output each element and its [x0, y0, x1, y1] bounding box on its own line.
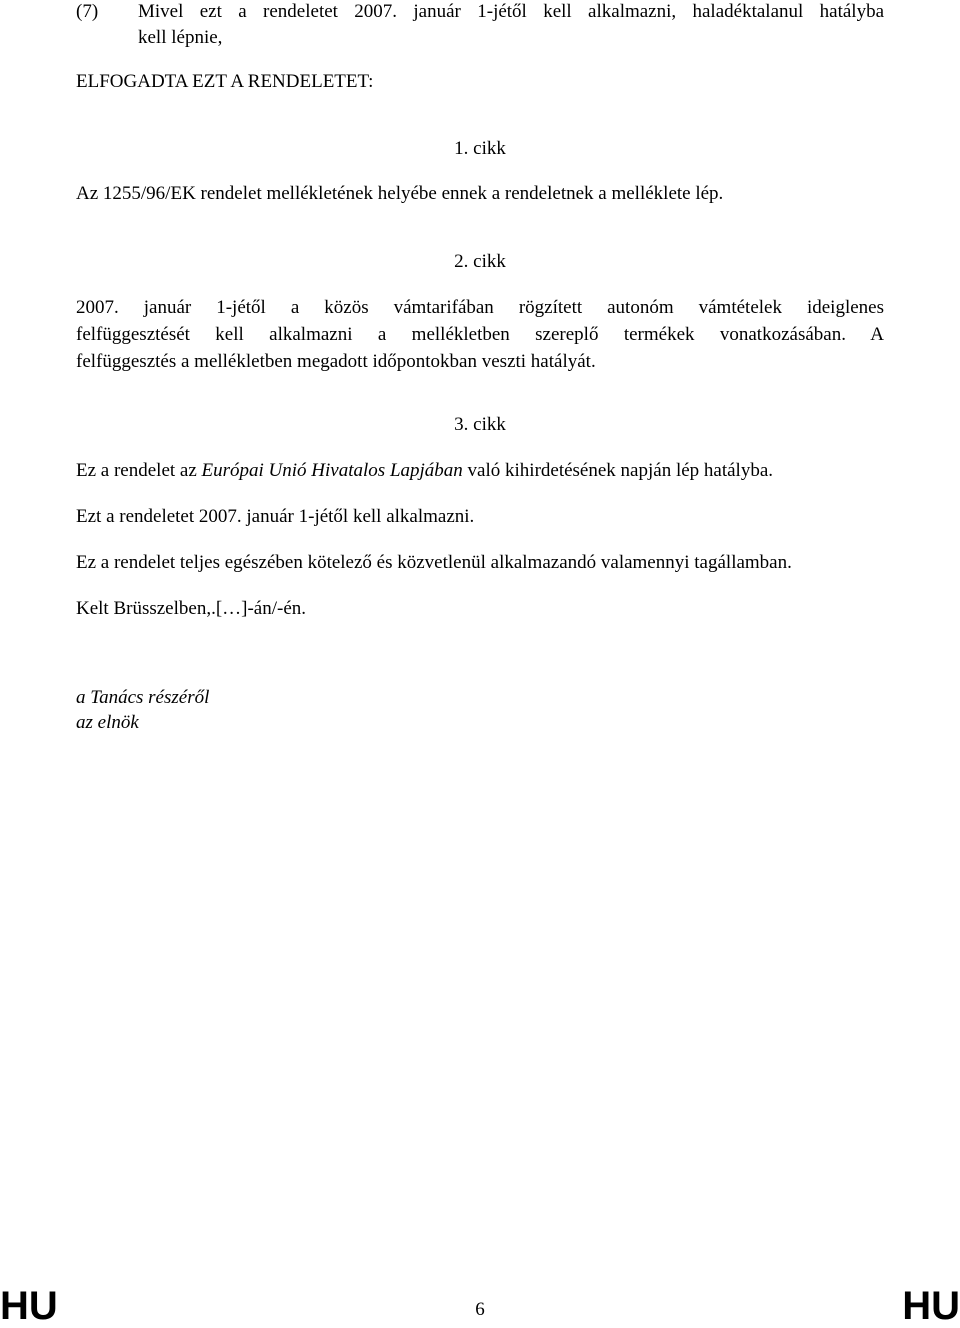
article-3-paragraph-2: Ezt a rendeletet 2007. január 1-jétől kell alkalmazni.: [76, 506, 475, 527]
place-date: Kelt Brüsszelben,.[…]-án/-én.: [76, 598, 307, 619]
article-2-heading: 2. cikk: [454, 251, 506, 272]
article-3-paragraph-1: [76, 459, 773, 483]
signature-line-1: a Tanács részéről: [76, 687, 210, 708]
article-2-line-1: 2007. január 1-jétől a közös vámtarifában rögzített autonóm vámtételek ideiglenes: [76, 297, 884, 318]
article-2-line-3: felfüggesztés a mellékletben megadott időpontokban veszti hatályát.: [76, 351, 596, 372]
article-3-heading: 3. cikk: [454, 414, 506, 435]
language-code-right: HU: [902, 1284, 960, 1328]
article-3-para-1-end: való kihirdetésének napján lép hatályba.: [462, 460, 774, 481]
recital-text-line-1: Mivel ezt a rendeletet 2007. január 1-jétől kell alkalmazni, haladéktalanul hatályba: [138, 1, 884, 22]
recital-number: (7): [76, 1, 99, 22]
article-1-heading: 1. cikk: [454, 138, 506, 159]
recital-text-line-2: kell lépnie,: [138, 27, 223, 48]
article-1-text: Az 1255/96/EK rendelet mellékletének helyébe ennek a rendeletnek a melléklete lép.: [76, 183, 724, 204]
official-journal-name: Európai Unió Hivatalos Lapjában: [201, 460, 463, 481]
article-3-paragraph-3: Ez a rendelet teljes egészében kötelező és közvetlenül alkalmazandó valamennyi tagállamban.: [76, 552, 792, 573]
language-code-left: HU: [0, 1284, 58, 1328]
article-2-text: [76, 294, 884, 375]
page-number: 6: [475, 1299, 485, 1320]
article-3-para-1-start: Ez a rendelet az: [76, 460, 202, 481]
article-2-line-2: felfüggesztését kell alkalmazni a mellékletben szereplő termékek vonatkozásában. A: [76, 324, 884, 345]
adoption-statement: ELFOGADTA EZT A RENDELETET:: [76, 71, 374, 92]
signature-line-2: az elnök: [76, 712, 139, 733]
